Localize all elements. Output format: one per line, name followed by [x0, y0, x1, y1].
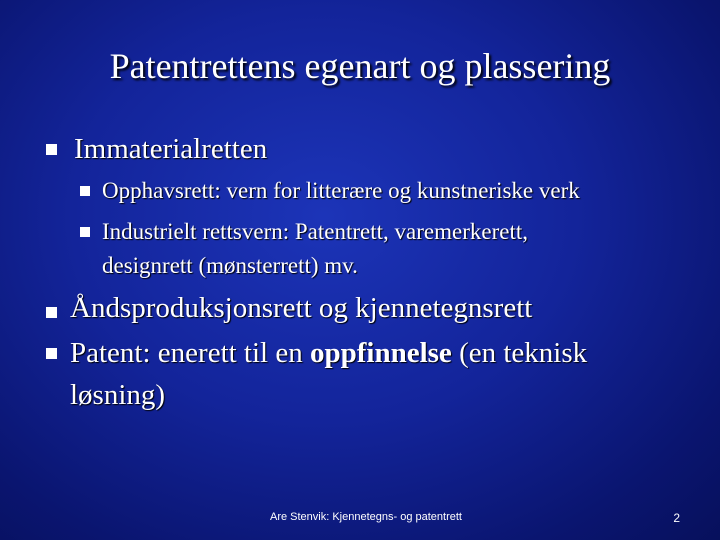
bullet-patent-text-end: (en teknisk — [451, 337, 588, 369]
bullet-immaterialretten: Immaterialretten — [74, 133, 268, 165]
square-bullet-icon — [80, 186, 90, 196]
slide-title: Patentrettens egenart og plassering — [109, 46, 611, 86]
square-bullet-icon — [46, 348, 57, 359]
square-bullet-icon — [80, 227, 90, 237]
square-bullet-icon — [46, 144, 57, 155]
square-bullet-icon — [46, 307, 57, 318]
page-number: 2 — [673, 511, 680, 525]
sub-bullet-opphavsrett: Opphavsrett: vern for litterære og kunstneriske verk — [102, 178, 580, 203]
sub-bullet-industrielt-line1: Industrielt rettsvern: Patentrett, varemerkerett, — [102, 219, 528, 244]
slide-footer: Are Stenvik: Kjennetegns- og patentrett — [269, 511, 462, 523]
bullet-patent-text: Patent: enerett til en — [70, 337, 310, 369]
bullet-patent — [70, 337, 587, 370]
bullet-patent-line2: løsning) — [70, 379, 166, 411]
bullet-andsproduksjonsrett: Åndsproduksjonsrett og kjennetegnsrett — [70, 292, 533, 324]
bullet-patent-bold: oppfinnelse — [309, 337, 452, 369]
sub-bullet-industrielt-line2: designrett (mønsterrett) mv. — [102, 253, 358, 278]
